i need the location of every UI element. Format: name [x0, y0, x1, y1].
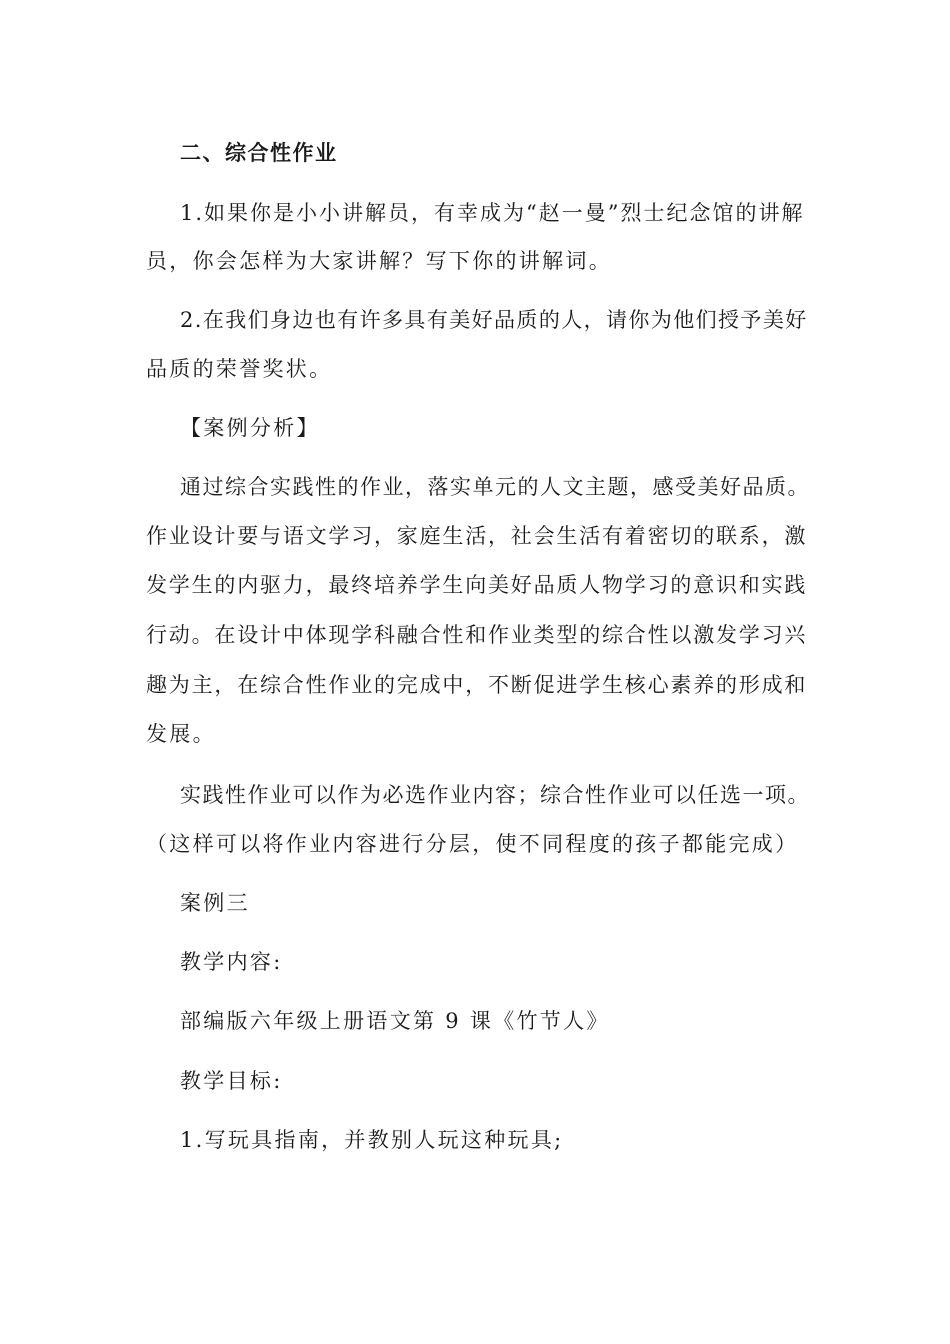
teaching-content-label: 教学内容:	[180, 950, 283, 974]
case-three-heading: 案例三	[180, 891, 250, 915]
case-analysis-label: 【案例分析】	[180, 416, 320, 440]
goal-item-1: 1.写玩具指南，并教别人玩这种玩具;	[180, 1128, 564, 1152]
analysis-line3: 发学生的内驱力，最终培养学生向美好品质人物学习的意识和实践	[146, 573, 808, 597]
analysis-line2: 作业设计要与语文学习，家庭生活，社会生活有着密切的联系，激	[146, 524, 808, 548]
item1-line2: 员，你会怎样为大家讲解？写下你的讲解词。	[146, 249, 612, 273]
item1-line1: 1.如果你是小小讲解员，有幸成为“赵一曼”烈士纪念馆的讲解	[180, 201, 805, 225]
analysis-line1: 通过综合实践性的作业，落实单元的人文主题，感受美好品质。	[180, 475, 810, 499]
section-heading: 二、综合性作业	[180, 141, 338, 165]
item2-line1: 2.在我们身边也有许多具有美好品质的人，请你为他们授予美好	[180, 308, 808, 332]
teaching-goal-label: 教学目标:	[180, 1069, 283, 1093]
practice-note-line2: （这样可以将作业内容进行分层，使不同程度的孩子都能完成）	[146, 832, 799, 856]
analysis-line6: 发展。	[146, 722, 216, 746]
analysis-line5: 趣为主，在综合性作业的完成中，不断促进学生核心素养的形成和	[146, 673, 808, 697]
item2-line2: 品质的荣誉奖状。	[146, 357, 333, 381]
teaching-content: 部编版六年级上册语文第 9 课《竹节人》	[180, 1009, 610, 1033]
analysis-line4: 行动。在设计中体现学科融合性和作业类型的综合性以激发学习兴	[146, 623, 808, 647]
practice-note-line1: 实践性作业可以作为必选作业内容；综合性作业可以任选一项。	[180, 783, 810, 807]
